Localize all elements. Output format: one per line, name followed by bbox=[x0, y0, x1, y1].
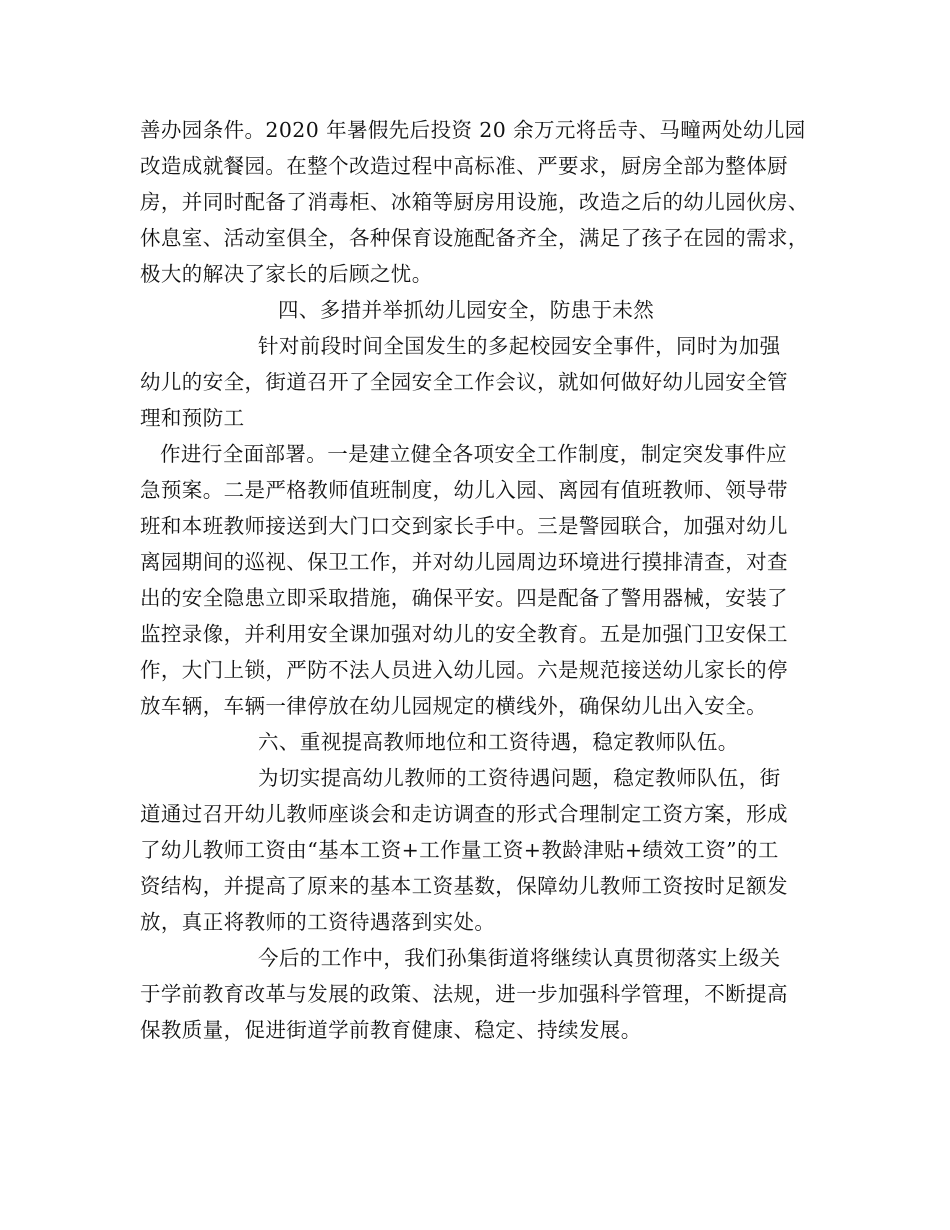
body-text-line: 道通过召开幼儿教师座谈会和走访调查的形式合理制定工资方案，形成 bbox=[140, 802, 788, 826]
body-text-line: 今后的工作中，我们孙集街道将继续认真贯彻落实上级关 bbox=[258, 946, 781, 970]
body-text-line: 资结构，并提高了原来的基本工资基数，保障幼儿教师工资按时足额发 bbox=[140, 874, 788, 898]
body-text-line: 极大的解决了家长的后顾之忧。 bbox=[140, 262, 433, 286]
body-text-line: 放，真正将教师的工资待遇落到实处。 bbox=[140, 910, 496, 934]
body-text-line: 作进行全面部署。一是建立健全各项安全工作制度，制定突发事件应 bbox=[160, 442, 787, 466]
body-text-line: 放车辆，车辆一律停放在幼儿园规定的横线外，确保幼儿出入安全。 bbox=[140, 694, 767, 718]
body-text-line: 改造成就餐园。在整个改造过程中高标准、严要求，厨房全部为整体厨 bbox=[140, 154, 788, 178]
body-text-line: 理和预防工 bbox=[140, 406, 245, 430]
body-text-line: 班和本班教师接送到大门口交到家长手中。三是警园联合，加强对幼儿 bbox=[140, 514, 788, 538]
body-text-line: 急预案。二是严格教师值班制度，幼儿入园、离园有值班教师、领导带 bbox=[140, 478, 788, 502]
body-text-line: 休息室、活动室俱全，各种保育设施配备齐全，满足了孩子在园的需求， bbox=[140, 226, 809, 250]
section-heading: 六、重视提高教师地位和工资待遇，稳定教师队伍。 bbox=[258, 730, 739, 754]
body-text-line: 房，并同时配备了消毒柜、冰箱等厨房用设施，改造之后的幼儿园伙房、 bbox=[140, 190, 809, 214]
body-text-line: 针对前段时间全国发生的多起校园安全事件，同时为加强 bbox=[258, 334, 781, 358]
section-heading: 四、多措并举抓幼儿园安全，防患于未然 bbox=[278, 298, 655, 322]
body-text-line: 于学前教育改革与发展的政策、法规，进一步加强科学管理，不断提高 bbox=[140, 982, 788, 1006]
body-text-line: 作，大门上锁，严防不法人员进入幼儿园。六是规范接送幼儿家长的停 bbox=[140, 658, 788, 682]
body-text-line: 出的安全隐患立即采取措施，确保平安。四是配备了警用器械，安装了 bbox=[140, 586, 788, 610]
body-text-line: 保教质量，促进街道学前教育健康、稳定、持续发展。 bbox=[140, 1018, 642, 1042]
body-text-line: 为切实提高幼儿教师的工资待遇问题，稳定教师队伍，街 bbox=[258, 766, 781, 790]
body-text-line: 幼儿的安全，街道召开了全园安全工作会议，就如何做好幼儿园安全管 bbox=[140, 370, 788, 394]
body-text-line: 善办园条件。2020 年暑假先后投资 20 余万元将岳寺、马疃两处幼儿园 bbox=[140, 118, 806, 142]
body-text-line: 离园期间的巡视、保卫工作，并对幼儿园周边环境进行摸排清查，对查 bbox=[140, 550, 788, 574]
body-text-line: 监控录像，并利用安全课加强对幼儿的安全教育。五是加强门卫安保工 bbox=[140, 622, 788, 646]
body-text-line: 了幼儿教师工资由“基本工资+工作量工资+教龄津贴+绩效工资”的工 bbox=[140, 838, 779, 862]
